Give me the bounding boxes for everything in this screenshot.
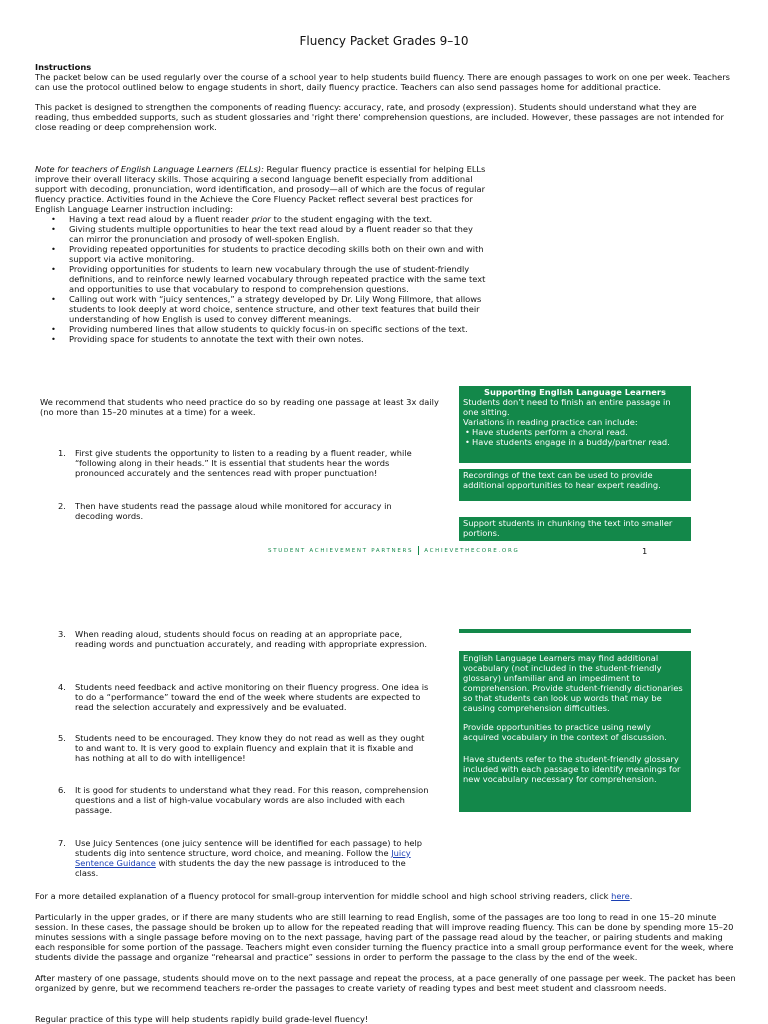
- step-text: Use Juicy Sentences (one juicy sentence will be identified for each passage) to help students dig into sentence structure, word choice, and meaning. Follow the Juicy Sentence Guidance with students the day the new passage is introduced to the class.: [75, 838, 423, 878]
- page-number: 1: [642, 546, 648, 556]
- sidebar-heading: Supporting English Language Learners: [484, 387, 666, 397]
- step-text: Students need to be encouraged. They know they do not read as well as they ought to and want to. It is very good to explain fluency and explain that it is fixable and has nothing at all to do with intelligence!: [75, 733, 425, 763]
- ell-note-paragraph: [35, 164, 490, 214]
- step-text: When reading aloud, students should focus on reading at an appropriate pace, reading words and punctuation accurately, and reading with appropriate expression.: [75, 629, 428, 649]
- list-item: • Providing opportunities for students to learn new vocabulary through the use of student-friendly definitions, and to reinforce newly learned vocabulary through repeated practice with the same text and opportunities to use that vocabulary to respond to comprehension questions.: [69, 264, 490, 294]
- instructions-paragraph-2: This packet is designed to strengthen the components of reading fluency: accuracy, rate, and prosody (expression). Students should understand what they are reading, thus embedded supports, such as student glossaries and 'right there' comprehension questions, are included. However, these passages are not intended for close reading or deep comprehension work.: [35, 102, 724, 132]
- step-number: 7.: [58, 838, 66, 848]
- step-number: 2.: [58, 501, 66, 511]
- sidebar-rule: [459, 629, 691, 633]
- step-text: First give students the opportunity to listen to a reading by a fluent reader, while “following along in their heads.” It is essential that students hear the words pronounced accurately and the sentences read with proper punctuation!: [75, 448, 412, 478]
- list-item: • Giving students multiple opportunities to hear the text read aloud by a fluent reader so that they can mirror the pronunciation and prosody of well-spoken English.: [69, 224, 490, 244]
- sidebar-text: Support students in chunking the text into smaller portions.: [463, 518, 673, 538]
- ell-note-text: Regular fluency practice is essential for helping ELLs improve their overall literacy skills. Those acquiring a second language benefit especially from additional support with decoding, pronunciation, word identification, and prosody—all of which are the focus of regular fluency practice. Activities found in the Achieve the Core Fluency Packet reflect several best practices for English Language Learner instruction including:: [35, 164, 486, 214]
- ell-practices-list: [35, 214, 490, 344]
- protocol-step-7: [58, 838, 430, 878]
- closing-line: Regular practice of this type will help students rapidly build grade-level fluency!: [35, 1014, 369, 1024]
- publisher-site: ACHIEVETHECORE.ORG: [424, 548, 520, 554]
- page-title: Fluency Packet Grades 9–10: [299, 34, 469, 48]
- publisher-name: STUDENT ACHIEVEMENT PARTNERS: [268, 548, 414, 554]
- sidebar-text: English Language Learners may find additional vocabulary (not included in the student-friendly glossary) unfamiliar and an impediment to comprehension. Provide student-friendly dictionaries so that students can look up words that may be causing comprehension difficulties.: [463, 653, 683, 713]
- protocol-step-1: [58, 448, 430, 478]
- list-item: • Calling out work with “juicy sentences,” a strategy developed by Dr. Lily Wong Fillmore, that allows students to look deeply at word choice, sentence structure, and other text features that build their understanding of how English is used to convey different meanings.: [69, 294, 490, 324]
- footer-divider: [418, 546, 419, 555]
- sidebar-variations-list: [463, 427, 687, 447]
- protocol-step-4: [58, 682, 430, 712]
- list-item: • Providing numbered lines that allow students to quickly focus-in on specific sections of the text.: [69, 324, 490, 334]
- list-item: • Have students perform a choral read.: [472, 427, 687, 437]
- sidebar-text: Have students refer to the student-friendly glossary included with each passage to identify meanings for new vocabulary necessary for comprehension.: [463, 754, 681, 784]
- publisher-footer: [268, 546, 519, 556]
- sidebar-box-chunking: [459, 517, 691, 541]
- list-item: • Have students engage in a buddy/partner read.: [472, 437, 687, 447]
- step-text: Then have students read the passage aloud while monitored for accuracy in decoding words.: [75, 501, 392, 521]
- step-number: 6.: [58, 785, 66, 795]
- recommend-paragraph: We recommend that students who need practice do so by reading one passage at least 3x daily (no more than 15–20 minutes at a time) for a week.: [40, 397, 439, 417]
- protocol-step-5: [58, 733, 430, 763]
- sidebar-box-vocabulary: [459, 651, 691, 812]
- ell-note-section: [35, 164, 490, 344]
- sidebar-text: Provide opportunities to practice using newly acquired vocabulary in the context of discussion.: [463, 722, 667, 742]
- instructions-section: [35, 62, 730, 132]
- list-item: • Providing repeated opportunities for students to practice decoding skills both on their own and with support via active monitoring.: [69, 244, 490, 264]
- step-text: It is good for students to understand what they read. For this reason, comprehension questions and a list of high-value vocabulary words are also included with each passage.: [75, 785, 429, 815]
- mastery-paragraph: After mastery of one passage, students should move on to the next passage and repeat the process, at a pace generally of one passage per week. The packet has been organized by genre, but we recommend teachers re-order the passages to create variety of reading types and best meet student and classroom needs.: [35, 973, 736, 993]
- list-item: • Providing space for students to annotate the text with their own notes.: [69, 334, 490, 344]
- instructions-heading: Instructions: [35, 62, 92, 72]
- instructions-paragraph-1: The packet below can be used regularly over the course of a school year to help students build fluency. There are enough passages to work on one per week. Teachers can use the protocol outlined below to engage students in short, daily fluency practice. Teachers can also send passages home for additional practice.: [35, 72, 730, 92]
- sidebar-text: Recordings of the text can be used to provide additional opportunities to hear expert reading.: [463, 470, 661, 490]
- protocol-step-6: [58, 785, 430, 815]
- protocol-here-link[interactable]: here: [611, 891, 630, 901]
- sidebar-box-variations: [459, 386, 691, 463]
- detail-paragraph: For a more detailed explanation of a fluency protocol for small-group intervention for middle school and high school striving readers, click here.: [35, 891, 633, 901]
- upper-grades-paragraph: Particularly in the upper grades, or if there are many students who are still learning to read English, some of the passages are too long to read in one 15–20 minute session. In these cases, the passage should be broken up to allow for the repeated reading that will improve reading fluency. This can be done by spending more 15–20 minutes sessions with a single passage before moving on to the next passage, having part of the passage read aloud by the teacher, or pairing students and making each responsible for some portion of the passage. Teachers might even consider turning the fluency practice into a small group performance event for the week, where students divide the passage and organize “rehearsal and practice” sessions in order to perform the passage to the class by the end of the week.: [35, 912, 734, 962]
- step-number: 3.: [58, 629, 66, 639]
- sidebar-text: Variations in reading practice can include:: [463, 417, 638, 427]
- protocol-step-2: [58, 501, 430, 521]
- step-text: Students need feedback and active monitoring on their fluency progress. One idea is to do a “performance” toward the end of the week where students are expected to read the selection accurately and expressively and be evaluated.: [75, 682, 429, 712]
- step-number: 4.: [58, 682, 66, 692]
- sidebar-box-recordings: [459, 469, 691, 501]
- ell-note-lead: Note for teachers of English Language Learners (ELLs):: [35, 164, 264, 174]
- juicy-sentence-guidance-link[interactable]: Juicy Sentence Guidance: [75, 848, 411, 868]
- list-item: • Having a text read aloud by a fluent reader prior to the student engaging with the text.: [69, 214, 490, 224]
- protocol-step-3: [58, 629, 430, 649]
- step-number: 5.: [58, 733, 66, 743]
- step-number: 1.: [58, 448, 66, 458]
- sidebar-text: Students don’t need to finish an entire passage in one sitting.: [463, 397, 671, 417]
